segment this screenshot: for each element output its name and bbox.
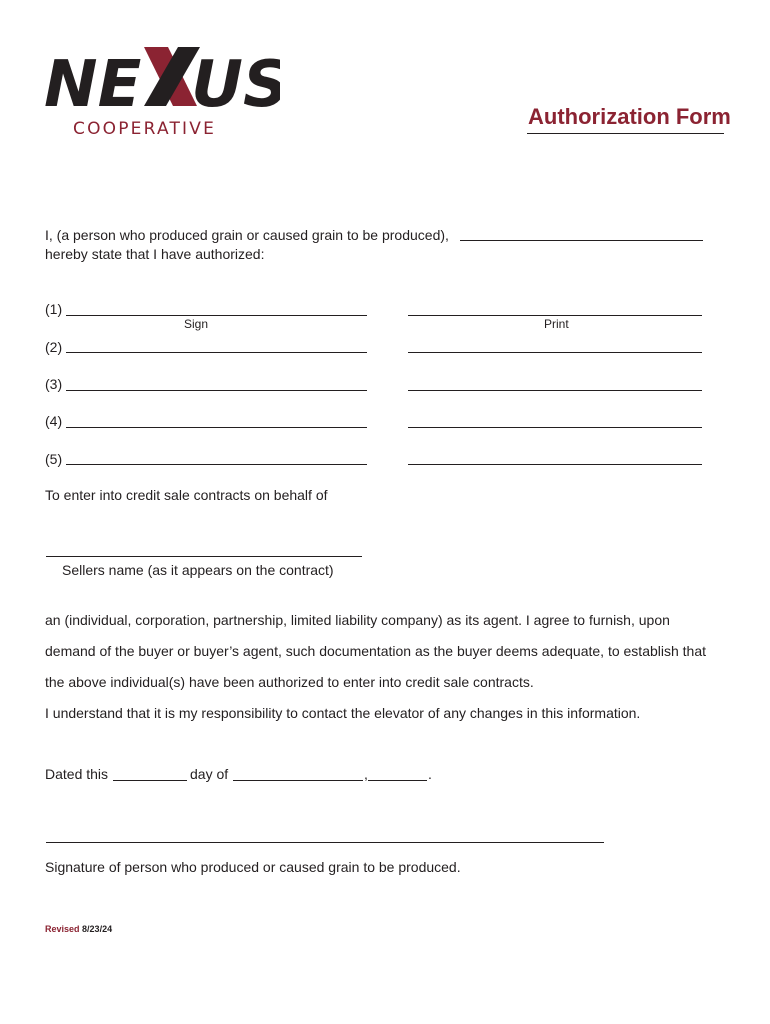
agent-number-2: (2) xyxy=(45,339,63,355)
dated-day-of: day of xyxy=(190,766,229,782)
agent-5-print-field[interactable] xyxy=(408,464,702,465)
seller-name-field[interactable] xyxy=(46,556,362,557)
revised-note xyxy=(45,924,112,934)
intro-line-1: I, (a person who produced grain or caused grain to be produced), xyxy=(45,227,449,243)
dated-prefix: Dated this xyxy=(45,766,109,782)
agent-number-4: (4) xyxy=(45,413,63,429)
agent-2-sign-field[interactable] xyxy=(66,352,367,353)
agent-2-print-field[interactable] xyxy=(408,352,702,353)
svg-text:US: US xyxy=(191,48,280,122)
dated-day-field[interactable] xyxy=(113,780,187,781)
intro-line-2: hereby state that I have authorized: xyxy=(45,246,265,262)
dated-period: . xyxy=(428,766,432,782)
producer-signature-field[interactable] xyxy=(46,842,604,843)
agent-1-sign-field[interactable] xyxy=(66,315,367,316)
body-line-2: demand of the buyer or buyer’s agent, such documentation as the buyer deems adequate, to establish that xyxy=(45,643,707,659)
revised-label: Revised xyxy=(45,924,80,934)
nexus-cooperative-logo xyxy=(44,44,280,138)
agent-number-5: (5) xyxy=(45,451,63,467)
seller-name-caption: Sellers name (as it appears on the contract) xyxy=(62,562,334,578)
body-line-3: the above individual(s) have been authorized to enter into credit sale contracts. xyxy=(45,674,534,690)
dated-comma: , xyxy=(364,766,368,782)
form-title: Authorization Form xyxy=(528,104,731,129)
agent-5-sign-field[interactable] xyxy=(66,464,367,465)
agent-4-print-field[interactable] xyxy=(408,427,702,428)
dated-month-field[interactable] xyxy=(233,780,363,781)
svg-text:COOPERATIVE: COOPERATIVE xyxy=(73,119,217,138)
agent-3-print-field[interactable] xyxy=(408,390,702,391)
svg-text:NE: NE xyxy=(44,48,142,122)
producer-name-field[interactable] xyxy=(460,240,703,241)
signature-caption: Signature of person who produced or caused grain to be produced. xyxy=(45,859,461,875)
body-line-4: I understand that it is my responsibility to contact the elevator of any changes in this information. xyxy=(45,705,641,721)
agent-4-sign-field[interactable] xyxy=(66,427,367,428)
agent-3-sign-field[interactable] xyxy=(66,390,367,391)
title-underline xyxy=(527,133,724,134)
print-label: Print xyxy=(544,317,569,331)
agent-number-3: (3) xyxy=(45,376,63,392)
credit-sale-text: To enter into credit sale contracts on behalf of xyxy=(45,487,328,503)
sign-label: Sign xyxy=(184,317,209,331)
agent-number-1: (1) xyxy=(45,301,63,317)
agent-1-print-field[interactable] xyxy=(408,315,702,316)
dated-year-field[interactable] xyxy=(368,780,427,781)
logo-graphic xyxy=(44,44,280,138)
body-line-1: an (individual, corporation, partnership, limited liability company) as its agent. I agree to furnish, upon xyxy=(45,612,670,628)
revised-date: 8/23/24 xyxy=(82,924,113,934)
